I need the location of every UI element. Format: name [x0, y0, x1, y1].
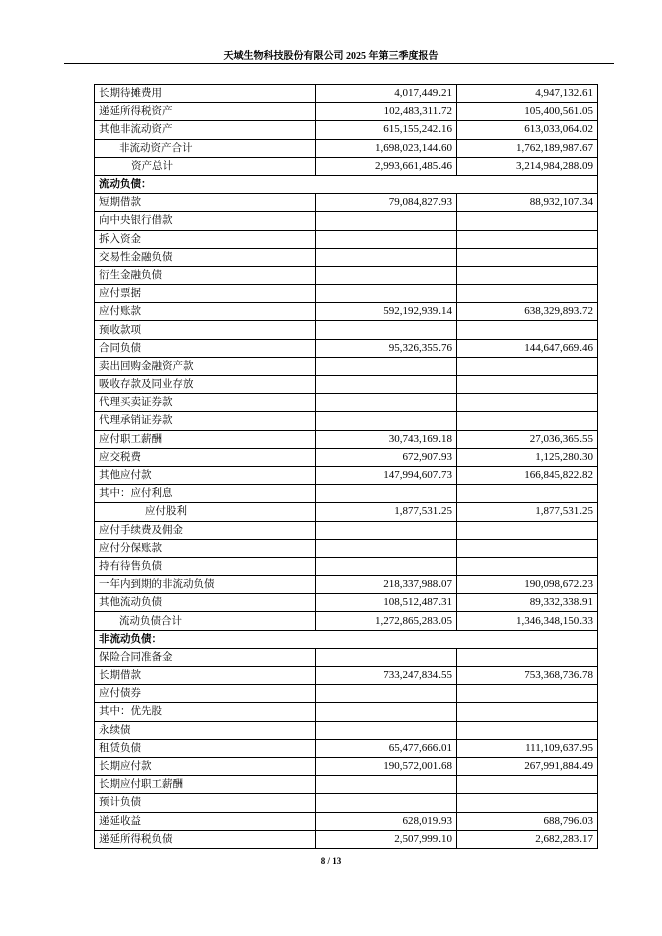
- row-label: 长期应付职工薪酬: [95, 776, 316, 794]
- row-label: 吸收存款及同业存放: [95, 376, 316, 394]
- value-prior-year-end: 144,647,669.46: [457, 339, 598, 357]
- table-row: [95, 557, 598, 575]
- value-prior-year-end: 105,400,561.05: [457, 103, 598, 121]
- table-row: [95, 194, 598, 212]
- table-row: [95, 285, 598, 303]
- value-period-end: [316, 721, 457, 739]
- table-row: [95, 448, 598, 466]
- row-label: 卖出回购金融资产款: [95, 357, 316, 375]
- value-prior-year-end: [457, 794, 598, 812]
- row-label: 应付手续费及佣金: [95, 521, 316, 539]
- value-period-end: [316, 794, 457, 812]
- value-prior-year-end: [457, 648, 598, 666]
- value-period-end: [316, 376, 457, 394]
- row-label: 其中：应付利息: [95, 485, 316, 503]
- table-row: [95, 612, 598, 630]
- table-row: [95, 412, 598, 430]
- table-row: [95, 485, 598, 503]
- value-period-end: [316, 321, 457, 339]
- value-prior-year-end: 111,109,637.95: [457, 739, 598, 757]
- row-label: 其他非流动资产: [95, 121, 316, 139]
- value-prior-year-end: [457, 703, 598, 721]
- value-period-end: [316, 539, 457, 557]
- value-prior-year-end: 1,762,189,987.67: [457, 139, 598, 157]
- value-prior-year-end: 613,033,064.02: [457, 121, 598, 139]
- value-period-end: 79,084,827.93: [316, 194, 457, 212]
- table-row: [95, 230, 598, 248]
- row-label: 持有待售负债: [95, 557, 316, 575]
- table-row: [95, 157, 598, 175]
- value-prior-year-end: [457, 230, 598, 248]
- row-label: 递延收益: [95, 812, 316, 830]
- row-label: 交易性金融负债: [95, 248, 316, 266]
- value-prior-year-end: [457, 521, 598, 539]
- value-prior-year-end: 638,329,893.72: [457, 303, 598, 321]
- row-label: 应付账款: [95, 303, 316, 321]
- value-period-end: 30,743,169.18: [316, 430, 457, 448]
- value-period-end: [316, 412, 457, 430]
- value-period-end: 1,877,531.25: [316, 503, 457, 521]
- row-label: 递延所得税负债: [95, 830, 316, 848]
- value-prior-year-end: 267,991,884.49: [457, 757, 598, 775]
- table-row: [95, 757, 598, 775]
- table-row: [95, 685, 598, 703]
- value-prior-year-end: [457, 212, 598, 230]
- table-row: [95, 430, 598, 448]
- value-prior-year-end: [457, 357, 598, 375]
- value-period-end: 615,155,242.16: [316, 121, 457, 139]
- table-row: [95, 812, 598, 830]
- value-period-end: [316, 685, 457, 703]
- table-row: [95, 503, 598, 521]
- table-row: [95, 521, 598, 539]
- row-label: 流动负债合计: [95, 612, 316, 630]
- table-row: [95, 266, 598, 284]
- table-row: [95, 376, 598, 394]
- header-divider: [64, 63, 614, 64]
- value-prior-year-end: 3,214,984,288.09: [457, 157, 598, 175]
- value-prior-year-end: 2,682,283.17: [457, 830, 598, 848]
- row-label: 应付票据: [95, 285, 316, 303]
- row-label: 应付分保账款: [95, 539, 316, 557]
- section-label: 流动负债：: [95, 175, 598, 193]
- value-period-end: [316, 212, 457, 230]
- section-header-row: [95, 175, 598, 193]
- value-period-end: [316, 248, 457, 266]
- value-period-end: [316, 648, 457, 666]
- value-prior-year-end: [457, 266, 598, 284]
- table-row: [95, 303, 598, 321]
- table-row: [95, 321, 598, 339]
- value-prior-year-end: 4,947,132.61: [457, 85, 598, 103]
- section-label: 非流动负债：: [95, 630, 598, 648]
- value-period-end: [316, 266, 457, 284]
- row-label: 应付股利: [95, 503, 316, 521]
- value-prior-year-end: 27,036,365.55: [457, 430, 598, 448]
- value-period-end: 102,483,311.72: [316, 103, 457, 121]
- value-prior-year-end: [457, 557, 598, 575]
- value-period-end: [316, 703, 457, 721]
- table-row: [95, 394, 598, 412]
- table-row: [95, 85, 598, 103]
- value-period-end: 1,698,023,144.60: [316, 139, 457, 157]
- value-prior-year-end: [457, 248, 598, 266]
- value-period-end: 2,507,999.10: [316, 830, 457, 848]
- row-label: 递延所得税资产: [95, 103, 316, 121]
- table-row: [95, 776, 598, 794]
- table-row: [95, 248, 598, 266]
- row-label: 代理承销证券款: [95, 412, 316, 430]
- value-prior-year-end: [457, 285, 598, 303]
- value-prior-year-end: 1,346,348,150.33: [457, 612, 598, 630]
- value-period-end: 1,272,865,283.05: [316, 612, 457, 630]
- value-prior-year-end: [457, 394, 598, 412]
- row-label: 向中央银行借款: [95, 212, 316, 230]
- value-period-end: [316, 776, 457, 794]
- table-row: [95, 721, 598, 739]
- table-row: [95, 103, 598, 121]
- table-row: [95, 703, 598, 721]
- table-row: [95, 667, 598, 685]
- row-label: 短期借款: [95, 194, 316, 212]
- row-label: 代理买卖证券款: [95, 394, 316, 412]
- balance-sheet-body: [95, 85, 598, 849]
- row-label: 合同负债: [95, 339, 316, 357]
- value-period-end: [316, 485, 457, 503]
- row-label: 预收款项: [95, 321, 316, 339]
- row-label: 其他流动负债: [95, 594, 316, 612]
- page-number: 8 / 13: [320, 856, 342, 866]
- value-period-end: [316, 230, 457, 248]
- table-row: [95, 139, 598, 157]
- row-label: 拆入资金: [95, 230, 316, 248]
- value-prior-year-end: 89,332,338.91: [457, 594, 598, 612]
- value-prior-year-end: 1,877,531.25: [457, 503, 598, 521]
- value-period-end: 4,017,449.21: [316, 85, 457, 103]
- value-prior-year-end: [457, 376, 598, 394]
- value-prior-year-end: 166,845,822.82: [457, 466, 598, 484]
- row-label: 长期应付款: [95, 757, 316, 775]
- value-period-end: 592,192,939.14: [316, 303, 457, 321]
- value-prior-year-end: [457, 721, 598, 739]
- value-prior-year-end: [457, 321, 598, 339]
- value-prior-year-end: [457, 539, 598, 557]
- value-period-end: [316, 285, 457, 303]
- value-prior-year-end: [457, 412, 598, 430]
- value-period-end: 108,512,487.31: [316, 594, 457, 612]
- value-prior-year-end: [457, 776, 598, 794]
- row-label: 应付职工薪酬: [95, 430, 316, 448]
- row-label: 应交税费: [95, 448, 316, 466]
- value-period-end: 95,326,355.76: [316, 339, 457, 357]
- table-row: [95, 357, 598, 375]
- value-period-end: 2,993,661,485.46: [316, 157, 457, 175]
- table-row: [95, 594, 598, 612]
- value-period-end: 733,247,834.55: [316, 667, 457, 685]
- table-row: [95, 830, 598, 848]
- value-period-end: [316, 357, 457, 375]
- table-row: [95, 539, 598, 557]
- value-period-end: [316, 521, 457, 539]
- table-row: [95, 739, 598, 757]
- row-label: 其他应付款: [95, 466, 316, 484]
- value-prior-year-end: 1,125,280.30: [457, 448, 598, 466]
- table-row: [95, 339, 598, 357]
- value-prior-year-end: [457, 485, 598, 503]
- value-period-end: 672,907.93: [316, 448, 457, 466]
- row-label: 一年内到期的非流动负债: [95, 576, 316, 594]
- row-label: 非流动资产合计: [95, 139, 316, 157]
- row-label: 资产总计: [95, 157, 316, 175]
- value-prior-year-end: 753,368,736.78: [457, 667, 598, 685]
- value-period-end: 190,572,001.68: [316, 757, 457, 775]
- balance-sheet-table: [94, 84, 598, 849]
- section-header-row: [95, 630, 598, 648]
- table-row: [95, 121, 598, 139]
- row-label: 长期待摊费用: [95, 85, 316, 103]
- report-header: 天域生物科技股份有限公司 2025 年第三季度报告: [223, 51, 439, 62]
- value-prior-year-end: [457, 685, 598, 703]
- value-prior-year-end: 190,098,672.23: [457, 576, 598, 594]
- row-label: 保险合同准备金: [95, 648, 316, 666]
- table-row: [95, 466, 598, 484]
- row-label: 其中：优先股: [95, 703, 316, 721]
- value-period-end: 218,337,988.07: [316, 576, 457, 594]
- value-prior-year-end: 688,796.03: [457, 812, 598, 830]
- table-row: [95, 794, 598, 812]
- row-label: 永续债: [95, 721, 316, 739]
- row-label: 应付债券: [95, 685, 316, 703]
- value-prior-year-end: 88,932,107.34: [457, 194, 598, 212]
- value-period-end: 65,477,666.01: [316, 739, 457, 757]
- row-label: 预计负债: [95, 794, 316, 812]
- table-row: [95, 576, 598, 594]
- value-period-end: [316, 394, 457, 412]
- row-label: 衍生金融负债: [95, 266, 316, 284]
- value-period-end: 147,994,607.73: [316, 466, 457, 484]
- value-period-end: [316, 557, 457, 575]
- table-row: [95, 212, 598, 230]
- table-row: [95, 648, 598, 666]
- value-period-end: 628,019.93: [316, 812, 457, 830]
- row-label: 长期借款: [95, 667, 316, 685]
- row-label: 租赁负债: [95, 739, 316, 757]
